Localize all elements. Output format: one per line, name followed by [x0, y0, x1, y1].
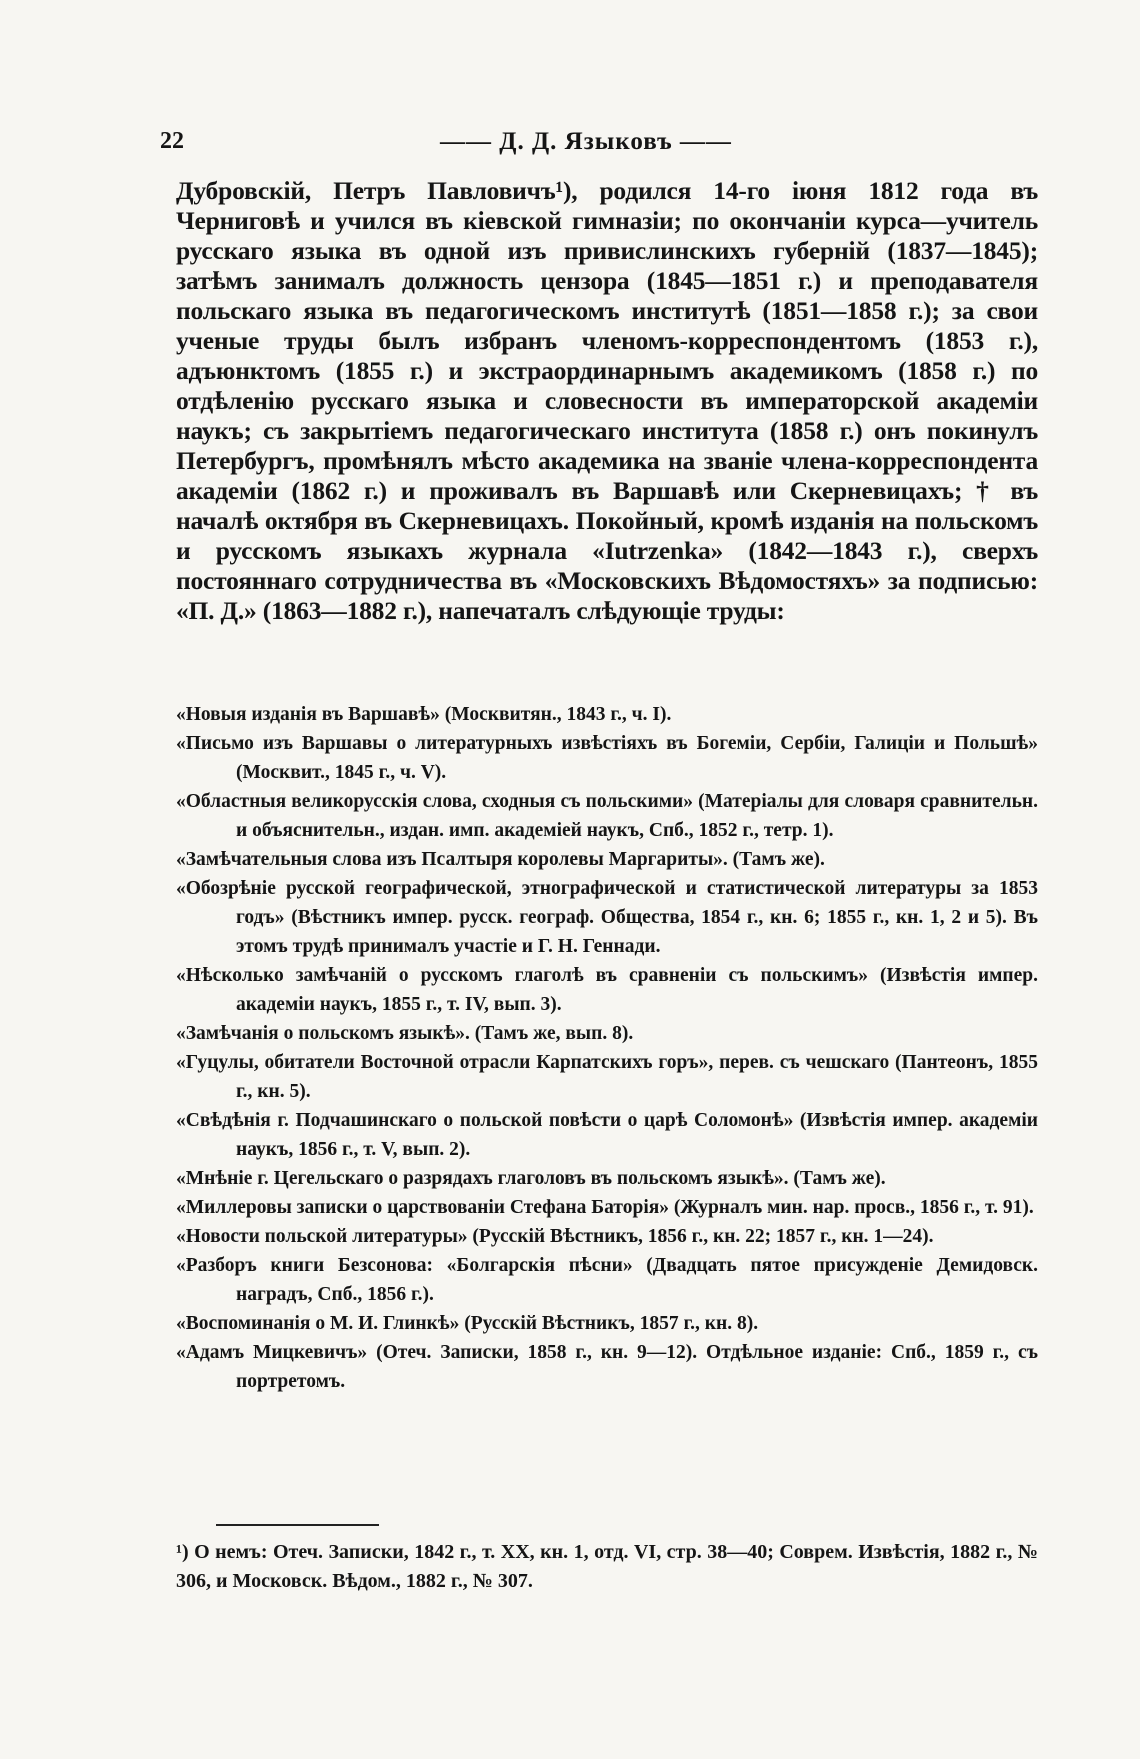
bibliography-entry: «Адамъ Мицкевичъ» (Отеч. Записки, 1858 г., кн. 9—12). Отдѣльное изданіе: Спб., 1859 г., съ портретомъ.: [176, 1342, 1038, 1392]
footnote: [176, 1538, 1038, 1596]
bibliography-entry: «Замѣчанія о польскомъ языкѣ». (Тамъ же, вып. 8).: [176, 1023, 634, 1044]
bibliography-list: [176, 700, 1038, 1396]
bibliography-entry: «Областныя великорусскія слова, сходныя съ польскими» (Матеріалы для словаря сравнительн. и объяснительн., издан. имп. академіей наукъ, Спб., 1852 г., тетр. 1).: [176, 791, 1038, 841]
footnote-text: ¹) О немъ: Отеч. Записки, 1842 г., т. XX, кн. 1, отд. VI, стр. 38—40; Соврем. Извѣстія, 1882 г., № 306, и Московск. Вѣдом., 1882 г., № 307.: [176, 1541, 1038, 1592]
footnote-divider: [216, 1524, 379, 1526]
bibliography-entry: «Мнѣніе г. Цегельскаго о разрядахъ глаголовъ въ польскомъ языкѣ». (Тамъ же).: [176, 1168, 886, 1189]
biography-paragraph: [176, 176, 1038, 626]
page-header: [160, 128, 1040, 168]
bibliography-entry: «Письмо изъ Варшавы о литературныхъ извѣстіяхъ въ Богеміи, Сербіи, Галиціи и Польшѣ» (Москвит., 1845 г., ч. V).: [176, 733, 1038, 783]
bibliography-entry: «Новыя изданія въ Варшавѣ» (Москвитян., 1843 г., ч. I).: [176, 704, 672, 725]
biography-text: Дубровскій, Петръ Павловичъ¹), родился 14-го іюня 1812 года въ Черниговѣ и учился въ кіевской гимназіи; по окончаніи курса—учитель русскаго языка въ одной изъ привислинскихъ губерній (1837—1845); затѣмъ занималъ должность цензора (1845—1851 г.) и преподавателя польскаго языка въ педагогическомъ институтѣ (1851—1858 г.); за свои ученые труды былъ избранъ членомъ-корреспондентомъ (1853 г.), адъюнктомъ (1855 г.) и экстраординарнымъ академикомъ (1858 г.) по отдѣленію русскаго языка и словесности въ императорской академіи наукъ; съ закрытіемъ педагогическаго института (1858 г.) онъ покинулъ Петербургъ, промѣнялъ мѣсто академика на званіе члена-корреспондента академіи (1862 г.) и проживалъ въ Варшавѣ или Скерневицахъ; † въ началѣ октября въ Скерневицахъ. Покойный, кромѣ изданія на польскомъ и русскомъ языкахъ журнала «Iutrzenka» (1842—1843 г.), сверхъ постояннаго сотрудничества въ «Московскихъ Вѣдомостяхъ» за подписью: «П. Д.» (1863—1882 г.), напечаталъ слѣдующіе труды:: [176, 176, 1038, 625]
bibliography-entry: «Миллеровы записки о царствованіи Стефана Баторія» (Журналъ мин. нар. просв., 1856 г., т. 91).: [176, 1197, 1034, 1218]
running-title: —— Д. Д. Языковъ ——: [440, 128, 732, 155]
bibliography-entry: «Обозрѣніе русской географической, этнографической и статистической литературы за 1853 годъ» (Вѣстникъ импер. русск. географ. Общества, 1854 г., кн. 6; 1855 г., кн. 1, 2 и 5). Въ этомъ трудѣ принималъ участіе и Г. Н. Геннади.: [176, 878, 1038, 957]
bibliography-entry: «Воспоминанія о М. И. Глинкѣ» (Русскій Вѣстникъ, 1857 г., кн. 8).: [176, 1313, 759, 1334]
page-number: 22: [160, 128, 184, 154]
bibliography-entry: «Нѣсколько замѣчаній о русскомъ глаголѣ въ сравненіи съ польскимъ» (Извѣстія импер. академіи наукъ, 1855 г., т. IV, вып. 3).: [176, 965, 1038, 1015]
bibliography-entry: «Замѣчательныя слова изъ Псалтыря королевы Маргариты». (Тамъ же).: [176, 849, 825, 870]
bibliography-entry: «Новости польской литературы» (Русскій Вѣстникъ, 1856 г., кн. 22; 1857 г., кн. 1—24).: [176, 1226, 934, 1247]
bibliography-entry: «Разборъ книги Безсонова: «Болгарскія пѣсни» (Двадцать пятое присужденіе Демидовск. наградъ, Спб., 1856 г.).: [176, 1255, 1038, 1305]
bibliography-entry: «Гуцулы, обитатели Восточной отрасли Карпатскихъ горъ», перев. съ чешскаго (Пантеонъ, 1855 г., кн. 5).: [176, 1052, 1038, 1102]
bibliography-entry: «Свѣдѣнія г. Подчашинскаго о польской повѣсти о царѣ Соломонѣ» (Извѣстія импер. академіи наукъ, 1856 г., т. V, вып. 2).: [176, 1110, 1038, 1160]
